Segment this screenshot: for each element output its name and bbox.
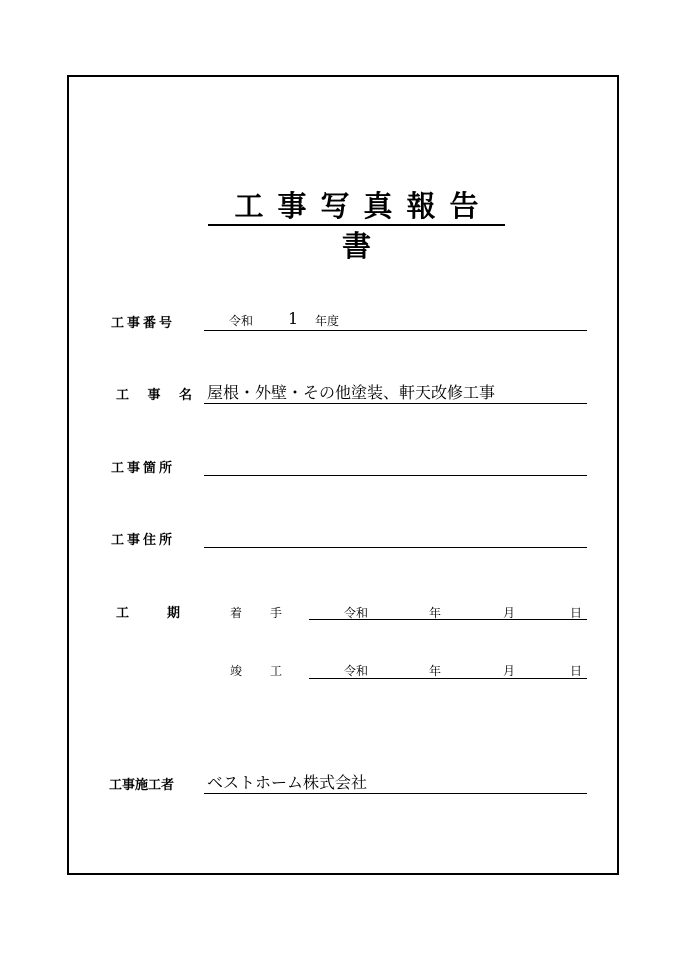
label-contractor: 工事施工者 — [109, 778, 175, 793]
construction-number-year: 1 — [288, 309, 299, 328]
label-construction-period: 工 期 — [116, 606, 185, 621]
underline-construction-location — [204, 475, 587, 476]
start-year-unit: 年 — [429, 606, 442, 620]
document-title: 工事写真報告書 — [208, 186, 505, 226]
label-construction-number: 工事番号 — [111, 316, 176, 331]
start-month-unit: 月 — [503, 606, 516, 620]
contractor-value: ベストホーム株式会社 — [207, 773, 368, 792]
start-day-unit: 日 — [570, 606, 583, 620]
start-era: 令和 — [344, 606, 369, 620]
underline-construction-name — [204, 403, 587, 404]
label-start: 着 手 — [230, 606, 291, 620]
underline-construction-number — [204, 330, 587, 331]
construction-name-value: 屋根・外壁・その他塗装、軒天改修工事 — [207, 383, 496, 402]
underline-contractor — [204, 793, 587, 794]
end-month-unit: 月 — [503, 664, 516, 678]
end-day-unit: 日 — [570, 664, 583, 678]
label-construction-location: 工事箇所 — [111, 461, 176, 476]
construction-number-suffix: 年度 — [315, 314, 340, 328]
label-end: 竣 工 — [230, 664, 291, 678]
construction-number-era: 令和 — [229, 314, 254, 328]
label-construction-name: 工 事 名 — [116, 388, 200, 403]
underline-construction-address — [204, 547, 587, 548]
end-year-unit: 年 — [429, 664, 442, 678]
label-construction-address: 工事住所 — [111, 533, 176, 548]
end-era: 令和 — [344, 664, 369, 678]
